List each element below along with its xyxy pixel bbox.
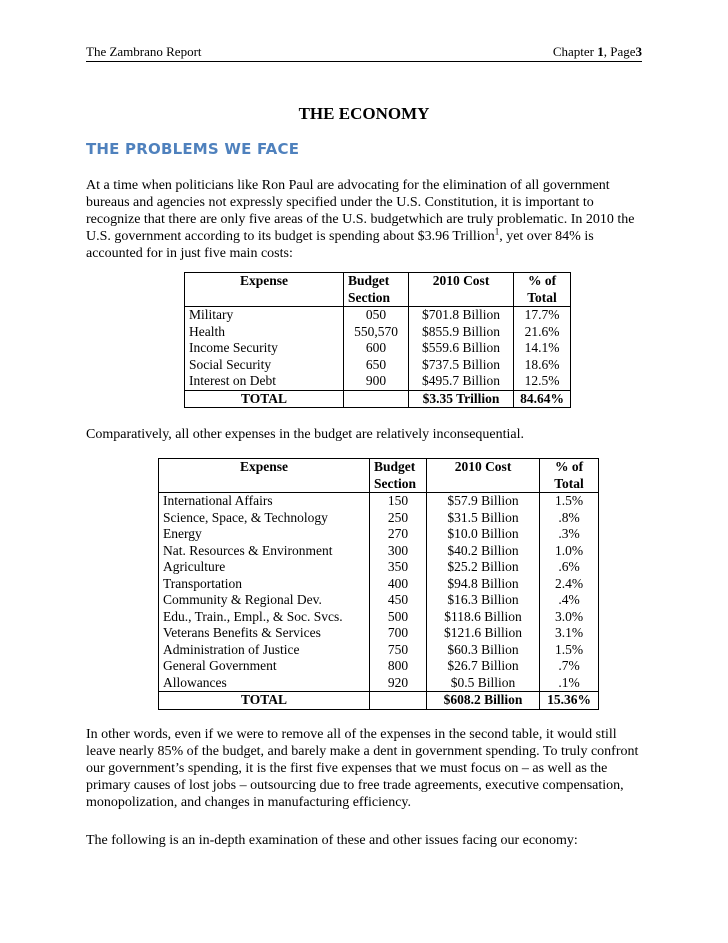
table-cell: Energy bbox=[159, 526, 370, 543]
total-cell: TOTAL bbox=[159, 692, 370, 710]
table-cell: 750 bbox=[370, 642, 427, 659]
table-row bbox=[159, 592, 599, 609]
total-row bbox=[159, 692, 599, 710]
table-cell: 450 bbox=[370, 592, 427, 609]
table-cell: 14.1% bbox=[514, 340, 571, 357]
table-cell: Veterans Benefits & Services bbox=[159, 625, 370, 642]
total-cell bbox=[370, 692, 427, 710]
table-cell: Social Security bbox=[185, 357, 344, 374]
table-cell: .3% bbox=[540, 526, 599, 543]
major-expenses-table bbox=[184, 272, 571, 408]
table-cell: Agriculture bbox=[159, 559, 370, 576]
table-cell: .6% bbox=[540, 559, 599, 576]
table-row bbox=[159, 658, 599, 675]
table-cell: $40.2 Billion bbox=[427, 543, 540, 560]
table-cell: Income Security bbox=[185, 340, 344, 357]
minor-expenses-table bbox=[158, 458, 599, 710]
table-row bbox=[185, 373, 571, 390]
table-cell: International Affairs bbox=[159, 493, 370, 510]
table-cell: $0.5 Billion bbox=[427, 675, 540, 692]
page-title: THE ECONOMY bbox=[298, 104, 430, 123]
table-row bbox=[159, 625, 599, 642]
table-cell: $737.5 Billion bbox=[409, 357, 514, 374]
table-cell: .1% bbox=[540, 675, 599, 692]
column-header: % of Total bbox=[540, 459, 599, 493]
column-header: 2010 Cost bbox=[427, 459, 540, 493]
table-cell: 2.4% bbox=[540, 576, 599, 593]
table-cell: 250 bbox=[370, 510, 427, 527]
chapter-number: 1 bbox=[597, 44, 604, 59]
table-cell: 21.6% bbox=[514, 324, 571, 341]
intro-text-end: , yet over 84% is accounted for in just five main costs: bbox=[86, 229, 594, 261]
total-row bbox=[185, 390, 571, 408]
table-cell: 550,570 bbox=[344, 324, 409, 341]
total-cell: $608.2 Billion bbox=[427, 692, 540, 710]
table-row bbox=[159, 493, 599, 510]
table-cell: $10.0 Billion bbox=[427, 526, 540, 543]
table-row bbox=[159, 510, 599, 527]
page-number: 3 bbox=[635, 44, 642, 59]
table-cell: 920 bbox=[370, 675, 427, 692]
table-row bbox=[159, 576, 599, 593]
column-header: Budget Section bbox=[370, 459, 427, 493]
table-header-row bbox=[185, 273, 571, 307]
intro-paragraph bbox=[86, 177, 646, 262]
table-cell: 050 bbox=[344, 307, 409, 324]
table-row bbox=[159, 559, 599, 576]
table-cell: 150 bbox=[370, 493, 427, 510]
table-cell: $94.8 Billion bbox=[427, 576, 540, 593]
total-cell: TOTAL bbox=[185, 390, 344, 408]
table-cell: General Government bbox=[159, 658, 370, 675]
table-cell: 3.1% bbox=[540, 625, 599, 642]
column-header: Budget Section bbox=[344, 273, 409, 307]
report-title: The Zambrano Report bbox=[86, 44, 202, 59]
chapter-page-label bbox=[553, 44, 642, 60]
table-cell: 800 bbox=[370, 658, 427, 675]
closing-paragraph: The following is an in-depth examination of these and other issues facing our economy: bbox=[86, 833, 578, 848]
table-cell: 300 bbox=[370, 543, 427, 560]
table-cell: $16.3 Billion bbox=[427, 592, 540, 609]
table-cell: Science, Space, & Technology bbox=[159, 510, 370, 527]
chapter-prefix: Chapter bbox=[552, 44, 598, 59]
table-cell: $25.2 Billion bbox=[427, 559, 540, 576]
table-cell: 1.5% bbox=[540, 493, 599, 510]
minor-expenses-body bbox=[159, 459, 599, 710]
table-cell: 900 bbox=[344, 373, 409, 390]
table-cell: Administration of Justice bbox=[159, 642, 370, 659]
table-cell: .7% bbox=[540, 658, 599, 675]
table-row bbox=[185, 307, 571, 324]
comparison-paragraph: Comparatively, all other expenses in the budget are relatively inconsequential. bbox=[86, 427, 524, 442]
column-header: % of Total bbox=[514, 273, 571, 307]
table-cell: $31.5 Billion bbox=[427, 510, 540, 527]
table-row bbox=[159, 675, 599, 692]
section-heading: THE PROBLEMS WE FACE bbox=[86, 140, 300, 158]
table-cell: 650 bbox=[344, 357, 409, 374]
table-cell: 270 bbox=[370, 526, 427, 543]
table-row bbox=[159, 526, 599, 543]
total-cell bbox=[344, 390, 409, 408]
table-row bbox=[159, 609, 599, 626]
total-cell: 84.64% bbox=[514, 390, 571, 408]
table-cell: $559.6 Billion bbox=[409, 340, 514, 357]
table-cell: 12.5% bbox=[514, 373, 571, 390]
table-cell: $118.6 Billion bbox=[427, 609, 540, 626]
table-cell: Military bbox=[185, 307, 344, 324]
major-expenses-body bbox=[185, 273, 571, 408]
table-cell: 3.0% bbox=[540, 609, 599, 626]
table-cell: 17.7% bbox=[514, 307, 571, 324]
table-cell: .4% bbox=[540, 592, 599, 609]
page-prefix: , Page bbox=[603, 44, 636, 59]
table-cell: $121.6 Billion bbox=[427, 625, 540, 642]
table-row bbox=[185, 324, 571, 341]
table-cell: 350 bbox=[370, 559, 427, 576]
column-header: 2010 Cost bbox=[409, 273, 514, 307]
column-header: Expense bbox=[185, 273, 344, 307]
intro-text: At a time when politicians like Ron Paul are advocating for the elimination of all government bureaus and agencies not expressly specified under the U.S. Constitution, it is important to recognize that there are only five areas of the U.S. budgetwhich are truly problematic. In 2010 the U.S. government according to its budget is spending about $3.96 Trillion bbox=[86, 178, 635, 244]
table-row bbox=[185, 357, 571, 374]
table-cell: Nat. Resources & Environment bbox=[159, 543, 370, 560]
total-cell: $3.35 Trillion bbox=[409, 390, 514, 408]
table-header-row bbox=[159, 459, 599, 493]
table-cell: Allowances bbox=[159, 675, 370, 692]
table-cell: Health bbox=[185, 324, 344, 341]
page-header bbox=[86, 43, 642, 62]
footnote-ref[interactable]: 1 bbox=[494, 226, 500, 237]
table-cell: 600 bbox=[344, 340, 409, 357]
table-cell: $495.7 Billion bbox=[409, 373, 514, 390]
table-cell: 700 bbox=[370, 625, 427, 642]
table-cell: 1.0% bbox=[540, 543, 599, 560]
table-cell: $57.9 Billion bbox=[427, 493, 540, 510]
table-cell: Edu., Train., Empl., & Soc. Svcs. bbox=[159, 609, 370, 626]
table-cell: $26.7 Billion bbox=[427, 658, 540, 675]
table-cell: 18.6% bbox=[514, 357, 571, 374]
total-cell: 15.36% bbox=[540, 692, 599, 710]
table-cell: 1.5% bbox=[540, 642, 599, 659]
table-cell: Transportation bbox=[159, 576, 370, 593]
table-cell: $60.3 Billion bbox=[427, 642, 540, 659]
table-cell: .8% bbox=[540, 510, 599, 527]
table-cell: $855.9 Billion bbox=[409, 324, 514, 341]
table-cell: 400 bbox=[370, 576, 427, 593]
table-cell: $701.8 Billion bbox=[409, 307, 514, 324]
table-cell: 500 bbox=[370, 609, 427, 626]
table-row bbox=[159, 543, 599, 560]
table-row bbox=[185, 340, 571, 357]
column-header: Expense bbox=[159, 459, 370, 493]
table-cell: Community & Regional Dev. bbox=[159, 592, 370, 609]
conclusion-paragraph: In other words, even if we were to remove all of the expenses in the second table, it would still leave nearly 85% of the budget, and barely make a dent in government spending. To truly confront our government’s spending, it is the first five expenses that we must focus on – as well as the primary causes of lost jobs – outsourcing due to free trade agreements, executive compensation, monopolization, and changes in manufacturing efficiency. bbox=[86, 727, 639, 810]
table-row bbox=[159, 642, 599, 659]
table-cell: Interest on Debt bbox=[185, 373, 344, 390]
